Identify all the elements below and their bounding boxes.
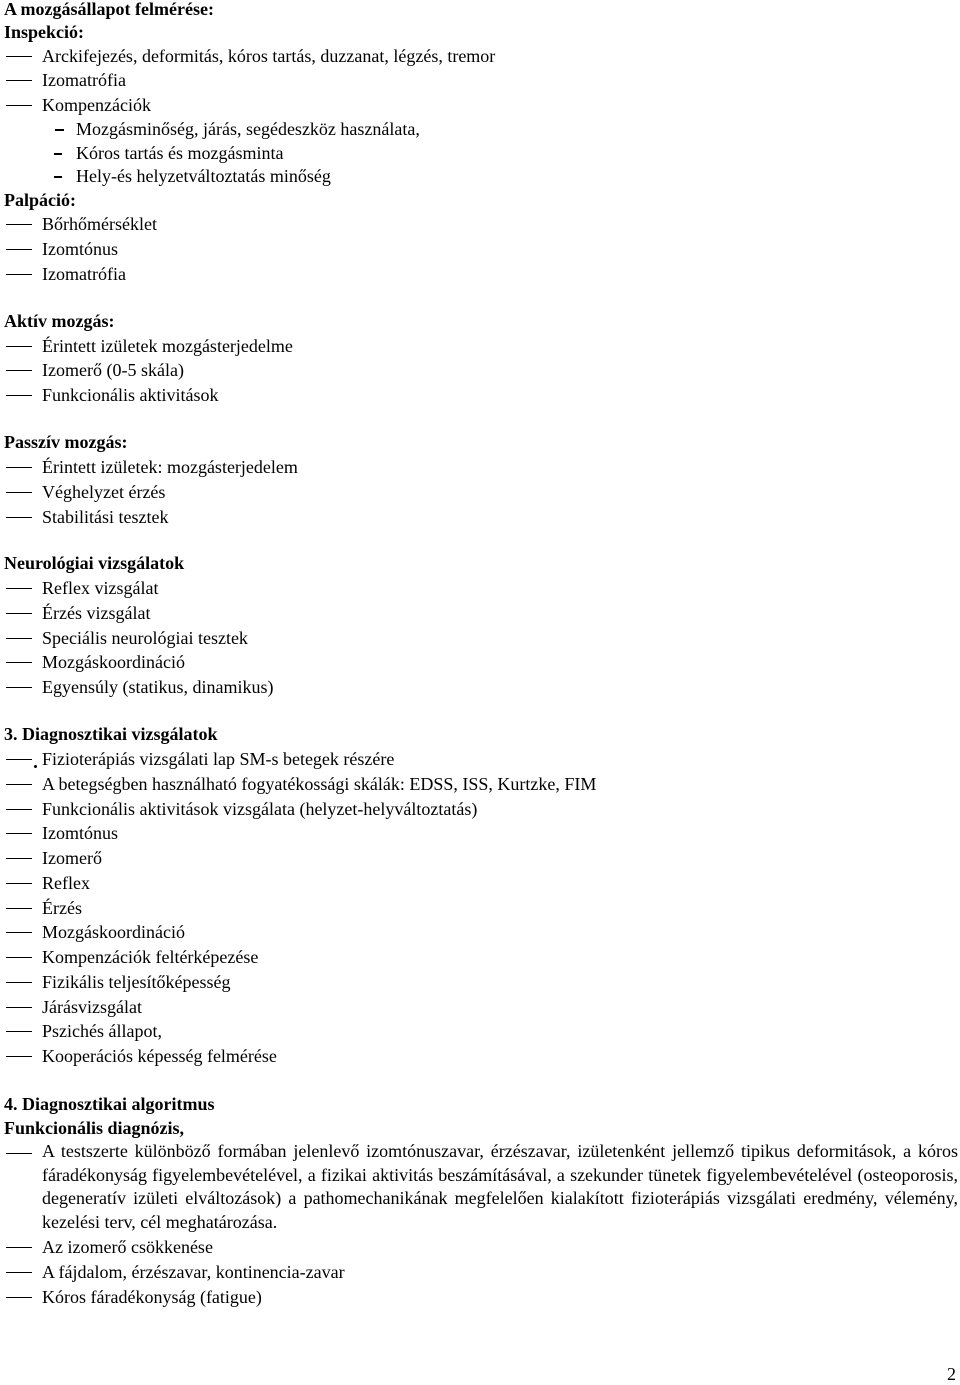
list-item: Kompenzációk feltérképezése [4,945,960,969]
functional-diagnosis-heading: Funkcionális diagnózis, [4,1118,185,1138]
list-item: Reflex [4,871,960,895]
neuro-heading: Neurológiai vizsgálatok [4,553,185,573]
active-movement-heading: Aktív mozgás: [4,311,115,331]
list-item: Izomatrófia [4,262,960,286]
passive-movement-heading: Passzív mozgás: [4,432,128,452]
list-item: Bőrhőmérséklet [4,212,960,236]
sub-list-item: Mozgásminőség, járás, segédeszköz használata, [4,117,960,141]
sub-list-item: Kóros tartás és mozgásminta [4,141,960,165]
document-title: A mozgásállapot felmérése: [4,0,214,19]
list-item: Az izomerő csökkenése [4,1235,960,1259]
list-item: Fizioterápiás vizsgálati lap SM-s betegek részére [4,747,960,771]
list-item: Kóros fáradékonyság (fatigue) [4,1285,960,1309]
list-item: Stabilitási tesztek [4,505,960,529]
list-item: Izomtónus [4,237,960,261]
sub-list-item: Hely-és helyzetváltoztatás minőség [4,164,960,188]
list-item: Funkcionális aktivitások vizsgálata (helyzet-helyváltoztatás) [4,797,960,821]
list-item: Arckifejezés, deformitás, kóros tartás, duzzanat, légzés, tremor [4,44,960,68]
list-item: Mozgáskoordináció [4,920,960,944]
list-item: Izomatrófia [4,68,960,92]
list-item: Izomerő (0-5 skála) [4,358,960,382]
list-item: Járásvizsgálat [4,995,960,1019]
algorithm-heading: 4. Diagnosztikai algoritmus [4,1094,215,1114]
palpation-heading: Palpáció: [4,190,76,210]
bullet-dot [34,765,37,768]
list-item: Érintett izületek mozgásterjedelme [4,334,960,358]
list-item: Véghelyzet érzés [4,480,960,504]
list-item: Érintett izületek: mozgásterjedelem [4,455,960,479]
list-item: Reflex vizsgálat [4,576,960,600]
paragraph-dash [6,1153,32,1154]
diagnostic-heading: 3. Diagnosztikai vizsgálatok [4,724,218,744]
list-item: Érzés vizsgálat [4,601,960,625]
list-item: Pszichés állapot, [4,1019,960,1043]
list-item: Kooperációs képesség felmérése [4,1044,960,1068]
list-item: Mozgáskoordináció [4,650,960,674]
inspection-heading: Inspekció: [4,22,85,42]
list-item: Kompenzációk [4,93,960,117]
page-number: 2 [947,1364,956,1384]
list-item: Funkcionális aktivitások [4,383,960,407]
functional-diagnosis-paragraph: A testszerte különböző formában jelenlevő izomtónuszavar, érzészavar, izületenként jellemző tipikus deformitások, a kóros fáradékonyság figyelembevételével, a fizikai aktivitás beszámításával, a szekunder tünetek figyelembevételével (osteoporosis, degeneratív izületi elváltozások) a pathomechanikának megfelelően kialakított fizioterápiás vizsgálati eredmény, vélemény, kezelési terv, cél meghatározása. [42,1141,958,1232]
list-item: Izomerő [4,846,960,870]
list-item: Érzés [4,896,960,920]
list-item: Fizikális teljesítőképesség [4,970,960,994]
list-item: A betegségben használható fogyatékossági skálák: EDSS, ISS, Kurtzke, FIM [4,772,960,796]
list-item: Egyensúly (statikus, dinamikus) [4,675,960,699]
list-item: A fájdalom, érzészavar, kontinencia-zavar [4,1260,960,1284]
list-item: Speciális neurológiai tesztek [4,626,960,650]
list-item: Izomtónus [4,821,960,845]
